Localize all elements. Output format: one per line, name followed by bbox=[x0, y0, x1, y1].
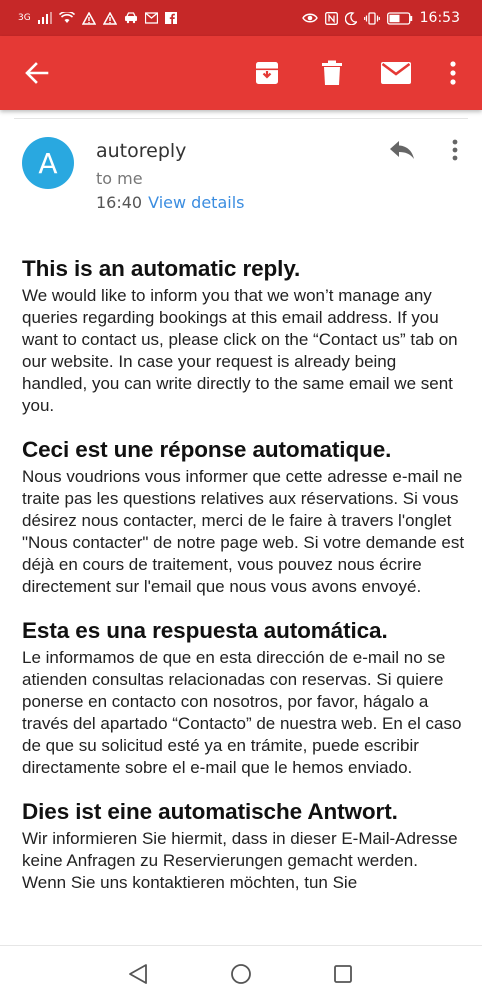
section-heading: Ceci est une réponse automatique. bbox=[22, 437, 392, 462]
archive-icon bbox=[254, 60, 280, 86]
reply-section-spanish bbox=[22, 618, 466, 779]
reply-icon bbox=[389, 140, 415, 160]
status-right bbox=[302, 10, 460, 26]
arrow-left-icon bbox=[25, 62, 49, 84]
section-heading: Dies ist eine automatische Antwort. bbox=[22, 799, 398, 824]
sender-avatar[interactable] bbox=[22, 137, 74, 189]
triangle-back-icon bbox=[128, 963, 148, 985]
section-text: Le informamos de que en esta dirección de e-mail no se atienden consultas relacionadas con reservas. Si quiere ponerse en contacto con nosotros, por favor, hágalo a través del apartado “Contacto” de nuestra web. En el caso de que su solicitud esté ya en trámite, puede escribir directamente sobre el e-mail que le hemos enviado. bbox=[22, 648, 462, 777]
vibrate-icon bbox=[364, 12, 380, 25]
archive-button[interactable] bbox=[248, 36, 286, 110]
reply-section-german bbox=[22, 799, 466, 894]
view-details-link[interactable]: View details bbox=[148, 193, 245, 212]
delete-button[interactable] bbox=[314, 36, 350, 110]
moon-icon bbox=[345, 12, 357, 25]
more-vertical-icon bbox=[452, 139, 458, 161]
facebook-icon bbox=[165, 12, 177, 24]
app-bar bbox=[0, 36, 482, 110]
nfc-icon bbox=[325, 12, 338, 25]
status-left bbox=[18, 12, 177, 25]
section-text: Nous voudrions vous informer que cette adresse e-mail ne traite pas les questions relatives aux réservations. Si vous désirez nous contacter, merci de le faire à travers l'onglet "Nous contacter" de notre page web. Si votre demande est déjà en cours de traitement, vous pouvez nous écrire directement sur l'email que nous vous avons envoyé. bbox=[22, 467, 465, 596]
avatar-letter: A bbox=[38, 146, 58, 180]
mail-icon bbox=[381, 62, 411, 84]
section-text: Wir informieren Sie hiermit, dass in dieser E-Mail-Adresse keine Anfragen zu Reservierungen gemacht werden. Wenn Sie uns kontaktieren möchten, tun Sie bbox=[22, 829, 458, 892]
car-icon bbox=[124, 12, 138, 24]
reply-section-french bbox=[22, 437, 466, 598]
back-button[interactable] bbox=[16, 36, 58, 110]
battery-icon bbox=[387, 12, 413, 25]
status-bar bbox=[0, 0, 482, 36]
header-divider bbox=[14, 118, 468, 119]
status-time: 16:53 bbox=[419, 10, 460, 26]
nav-back-button[interactable] bbox=[118, 954, 158, 994]
system-nav-bar bbox=[0, 945, 482, 1001]
eye-icon bbox=[302, 12, 318, 24]
circle-home-icon bbox=[230, 963, 252, 985]
section-heading: Esta es una respuesta automática. bbox=[22, 618, 388, 643]
overflow-menu-button[interactable] bbox=[440, 36, 466, 110]
network-type-label: 3G bbox=[18, 12, 31, 23]
message-meta bbox=[96, 193, 244, 212]
recipient-label: to me bbox=[96, 169, 143, 188]
message-body bbox=[22, 256, 466, 914]
section-text: We would like to inform you that we won’t manage any queries regarding bookings at this email address. If you want to contact us, please click on the “Contact us” tab on our website. In case your request is already being handled, you can write directly to the same email we sent you. bbox=[22, 286, 458, 415]
reply-button[interactable] bbox=[384, 136, 420, 164]
nav-home-button[interactable] bbox=[221, 954, 261, 994]
square-recents-icon bbox=[333, 964, 353, 984]
trash-icon bbox=[321, 60, 343, 86]
message-more-button[interactable] bbox=[442, 136, 468, 164]
nav-recents-button[interactable] bbox=[323, 954, 363, 994]
mail-notification-icon bbox=[145, 12, 158, 24]
reply-section-english bbox=[22, 256, 466, 417]
more-vertical-icon bbox=[450, 61, 456, 85]
message-time: 16:40 bbox=[96, 193, 143, 212]
section-heading: This is an automatic reply. bbox=[22, 256, 301, 281]
mark-unread-button[interactable] bbox=[376, 36, 416, 110]
sender-name: autoreply bbox=[96, 140, 187, 162]
wifi-icon bbox=[59, 12, 75, 24]
warning-icon-2 bbox=[103, 12, 117, 25]
signal-icon bbox=[38, 12, 52, 24]
warning-icon bbox=[82, 12, 96, 25]
